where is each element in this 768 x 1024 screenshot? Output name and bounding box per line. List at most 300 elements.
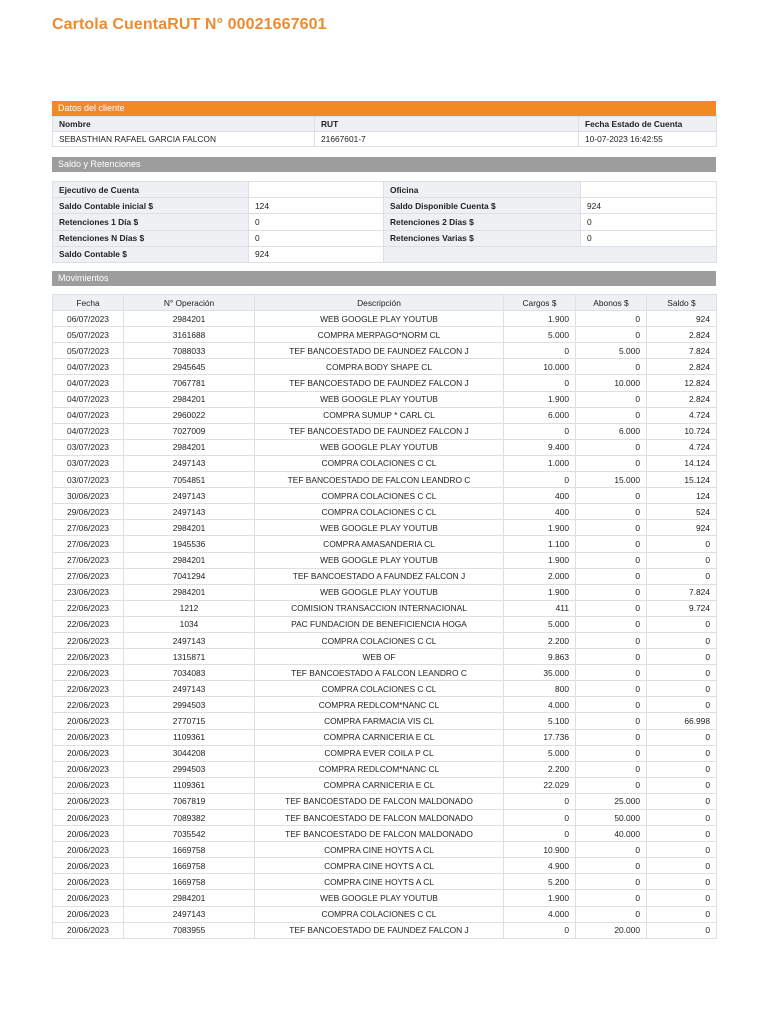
- cell-abonos: 0: [576, 761, 647, 777]
- table-row: [53, 858, 717, 874]
- header-nombre: Nombre: [53, 117, 315, 132]
- cell-descripcion: COMPRA AMASANDERIA CL: [255, 536, 504, 552]
- cell-fecha: 05/07/2023: [53, 327, 124, 343]
- cell-n-operacion: 1109361: [124, 729, 255, 745]
- oficina-value: [581, 182, 717, 198]
- cell-fecha: 20/06/2023: [53, 874, 124, 890]
- cell-n-operacion: 1315871: [124, 649, 255, 665]
- cell-abonos: 20.000: [576, 922, 647, 938]
- cell-saldo: 0: [647, 810, 717, 826]
- blank-cell: [384, 246, 717, 262]
- cell-descripcion: PAC FUNDACION DE BENEFICIENCIA HOGA: [255, 616, 504, 632]
- cell-cargos: 411: [504, 600, 576, 616]
- column-header-n-operacion: N° Operación: [124, 295, 255, 311]
- table-row: [53, 391, 717, 407]
- cell-n-operacion: 2984201: [124, 584, 255, 600]
- table-row: [53, 681, 717, 697]
- cell-saldo: 0: [647, 922, 717, 938]
- cell-saldo: 12.824: [647, 375, 717, 391]
- cell-descripcion: TEF BANCOESTADO DE FALCON MALDONADO: [255, 793, 504, 809]
- cell-fecha: 29/06/2023: [53, 504, 124, 520]
- cell-saldo: 0: [647, 552, 717, 568]
- retenciones-2-label: Retenciones 2 Días $: [384, 214, 581, 230]
- retenciones-1-value: 0: [249, 214, 384, 230]
- table-row: [53, 777, 717, 793]
- cell-saldo: 0: [647, 697, 717, 713]
- cell-cargos: 400: [504, 488, 576, 504]
- cell-cargos: 1.900: [504, 890, 576, 906]
- cell-abonos: 0: [576, 407, 647, 423]
- cell-fecha: 22/06/2023: [53, 616, 124, 632]
- cell-saldo: 0: [647, 536, 717, 552]
- cell-saldo: 0: [647, 649, 717, 665]
- cell-n-operacion: 7089382: [124, 810, 255, 826]
- cell-saldo: 0: [647, 681, 717, 697]
- cell-fecha: 20/06/2023: [53, 826, 124, 842]
- cell-fecha: 06/07/2023: [53, 311, 124, 327]
- cell-abonos: 0: [576, 649, 647, 665]
- cell-fecha: 03/07/2023: [53, 472, 124, 488]
- cell-fecha: 27/06/2023: [53, 520, 124, 536]
- oficina-label: Oficina: [384, 182, 581, 198]
- cell-cargos: 1.900: [504, 311, 576, 327]
- cell-cargos: 1.100: [504, 536, 576, 552]
- cell-saldo: 2.824: [647, 391, 717, 407]
- table-row: [53, 842, 717, 858]
- cell-n-operacion: 2497143: [124, 906, 255, 922]
- cell-descripcion: WEB GOOGLE PLAY YOUTUB: [255, 584, 504, 600]
- cell-descripcion: TEF BANCOESTADO DE FAUNDEZ FALCON J: [255, 423, 504, 439]
- table-row: [53, 810, 717, 826]
- cell-n-operacion: 2984201: [124, 439, 255, 455]
- cell-fecha: 20/06/2023: [53, 761, 124, 777]
- cell-fecha: 05/07/2023: [53, 343, 124, 359]
- table-row: [53, 826, 717, 842]
- table-row: [53, 359, 717, 375]
- cell-n-operacion: 1034: [124, 616, 255, 632]
- cell-fecha: 20/06/2023: [53, 729, 124, 745]
- cell-fecha: 04/07/2023: [53, 359, 124, 375]
- table-row: [53, 761, 717, 777]
- movimientos-header-row: [53, 295, 717, 311]
- cell-fecha: 20/06/2023: [53, 842, 124, 858]
- cell-saldo: 924: [647, 311, 717, 327]
- table-row: [53, 729, 717, 745]
- cell-fecha: 04/07/2023: [53, 407, 124, 423]
- cell-cargos: 2.200: [504, 761, 576, 777]
- cell-descripcion: WEB GOOGLE PLAY YOUTUB: [255, 439, 504, 455]
- cell-descripcion: COMPRA SUMUP * CARL CL: [255, 407, 504, 423]
- cell-cargos: 10.000: [504, 359, 576, 375]
- table-row: [53, 504, 717, 520]
- header-rut: RUT: [315, 117, 579, 132]
- cell-descripcion: COMPRA CARNICERIA E CL: [255, 777, 504, 793]
- saldo-disponible-label: Saldo Disponible Cuenta $: [384, 198, 581, 214]
- cell-cargos: 35.000: [504, 665, 576, 681]
- cell-n-operacion: 2984201: [124, 520, 255, 536]
- cell-abonos: 0: [576, 842, 647, 858]
- ejecutivo-label: Ejecutivo de Cuenta: [53, 182, 249, 198]
- saldo-inicial-label: Saldo Contable inicial $: [53, 198, 249, 214]
- cell-abonos: 10.000: [576, 375, 647, 391]
- cell-cargos: 0: [504, 343, 576, 359]
- cell-cargos: 5.000: [504, 327, 576, 343]
- cell-saldo: 4.724: [647, 439, 717, 455]
- cell-cargos: 4.000: [504, 906, 576, 922]
- cell-abonos: 40.000: [576, 826, 647, 842]
- cell-cargos: 9.400: [504, 439, 576, 455]
- cell-abonos: 0: [576, 391, 647, 407]
- cell-descripcion: COMPRA COLACIONES C CL: [255, 455, 504, 471]
- movimientos-table: [52, 294, 717, 939]
- cell-fecha: 03/07/2023: [53, 455, 124, 471]
- cell-abonos: 0: [576, 777, 647, 793]
- cell-cargos: 9.863: [504, 649, 576, 665]
- client-nombre: SEBASTHIAN RAFAEL GARCIA FALCON: [53, 132, 315, 147]
- cell-descripcion: WEB GOOGLE PLAY YOUTUB: [255, 552, 504, 568]
- cell-abonos: 0: [576, 439, 647, 455]
- cell-cargos: 1.900: [504, 552, 576, 568]
- table-row: [53, 488, 717, 504]
- cell-abonos: 0: [576, 616, 647, 632]
- retenciones-n-value: 0: [249, 230, 384, 246]
- cell-fecha: 20/06/2023: [53, 713, 124, 729]
- table-row: [53, 874, 717, 890]
- cell-descripcion: COMPRA COLACIONES C CL: [255, 906, 504, 922]
- column-header-cargos: Cargos $: [504, 295, 576, 311]
- cell-descripcion: COMPRA CARNICERIA E CL: [255, 729, 504, 745]
- cell-fecha: 20/06/2023: [53, 745, 124, 761]
- cell-fecha: 20/06/2023: [53, 777, 124, 793]
- cell-cargos: 4.900: [504, 858, 576, 874]
- cell-n-operacion: 2984201: [124, 552, 255, 568]
- table-row: [53, 520, 717, 536]
- cell-fecha: 27/06/2023: [53, 536, 124, 552]
- cell-saldo: 7.824: [647, 343, 717, 359]
- cell-n-operacion: 2945645: [124, 359, 255, 375]
- cell-abonos: 0: [576, 600, 647, 616]
- cell-n-operacion: 2984201: [124, 391, 255, 407]
- cell-n-operacion: 1669758: [124, 874, 255, 890]
- cell-abonos: 0: [576, 713, 647, 729]
- cell-descripcion: COMISION TRANSACCION INTERNACIONAL: [255, 600, 504, 616]
- cell-descripcion: COMPRA FARMACIA VIS CL: [255, 713, 504, 729]
- retenciones-varias-value: 0: [581, 230, 717, 246]
- cell-saldo: 4.724: [647, 407, 717, 423]
- cell-fecha: 20/06/2023: [53, 922, 124, 938]
- table-row: [53, 922, 717, 938]
- cell-n-operacion: 2994503: [124, 761, 255, 777]
- ejecutivo-value: [249, 182, 384, 198]
- cell-descripcion: COMPRA CINE HOYTS A CL: [255, 842, 504, 858]
- cell-saldo: 0: [647, 890, 717, 906]
- table-row: [53, 793, 717, 809]
- cell-abonos: 0: [576, 729, 647, 745]
- cell-abonos: 0: [576, 455, 647, 471]
- cell-n-operacion: 7034083: [124, 665, 255, 681]
- cell-descripcion: COMPRA MERPAGO*NORM CL: [255, 327, 504, 343]
- cell-descripcion: COMPRA COLACIONES C CL: [255, 681, 504, 697]
- cell-n-operacion: 1109361: [124, 777, 255, 793]
- cell-fecha: 20/06/2023: [53, 858, 124, 874]
- cell-fecha: 27/06/2023: [53, 568, 124, 584]
- cell-saldo: 0: [647, 906, 717, 922]
- cell-saldo: 0: [647, 665, 717, 681]
- cell-n-operacion: 2960022: [124, 407, 255, 423]
- saldo-contable-label: Saldo Contable $: [53, 246, 249, 262]
- cell-descripcion: WEB GOOGLE PLAY YOUTUB: [255, 890, 504, 906]
- cell-abonos: 0: [576, 874, 647, 890]
- cell-abonos: 15.000: [576, 472, 647, 488]
- cell-fecha: 30/06/2023: [53, 488, 124, 504]
- cell-n-operacion: 3161688: [124, 327, 255, 343]
- cell-abonos: 0: [576, 665, 647, 681]
- cell-cargos: 400: [504, 504, 576, 520]
- cell-descripcion: TEF BANCOESTADO A FAUNDEZ FALCON J: [255, 568, 504, 584]
- table-row: [53, 375, 717, 391]
- cell-saldo: 0: [647, 793, 717, 809]
- cell-saldo: 7.824: [647, 584, 717, 600]
- cell-fecha: 04/07/2023: [53, 375, 124, 391]
- cell-descripcion: COMPRA CINE HOYTS A CL: [255, 858, 504, 874]
- cell-saldo: 9.724: [647, 600, 717, 616]
- cell-abonos: 0: [576, 632, 647, 648]
- cell-cargos: 10.900: [504, 842, 576, 858]
- cell-abonos: 0: [576, 359, 647, 375]
- table-row: [53, 906, 717, 922]
- cell-cargos: 5.200: [504, 874, 576, 890]
- section-header-saldo: Saldo y Retenciones: [52, 157, 716, 172]
- client-fecha: 10-07-2023 16:42:55: [579, 132, 717, 147]
- cell-saldo: 0: [647, 777, 717, 793]
- table-row: [53, 311, 717, 327]
- table-row: [53, 616, 717, 632]
- cell-saldo: 0: [647, 842, 717, 858]
- cell-descripcion: TEF BANCOESTADO DE FALCON MALDONADO: [255, 826, 504, 842]
- cell-cargos: 0: [504, 793, 576, 809]
- retenciones-n-label: Retenciones N Días $: [53, 230, 249, 246]
- cell-cargos: 0: [504, 826, 576, 842]
- column-header-descripcion: Descripción: [255, 295, 504, 311]
- cell-fecha: 20/06/2023: [53, 906, 124, 922]
- cell-cargos: 0: [504, 375, 576, 391]
- cell-n-operacion: 7027009: [124, 423, 255, 439]
- cell-n-operacion: 2497143: [124, 488, 255, 504]
- cell-cargos: 1.000: [504, 455, 576, 471]
- cell-saldo: 2.824: [647, 359, 717, 375]
- saldo-inicial-value: 124: [249, 198, 384, 214]
- cell-fecha: 20/06/2023: [53, 890, 124, 906]
- cell-fecha: 04/07/2023: [53, 391, 124, 407]
- cell-cargos: 22.029: [504, 777, 576, 793]
- table-row: [53, 552, 717, 568]
- table-row: [53, 472, 717, 488]
- cell-n-operacion: 7041294: [124, 568, 255, 584]
- cell-abonos: 0: [576, 568, 647, 584]
- saldo-disponible-value: 924: [581, 198, 717, 214]
- cell-fecha: 04/07/2023: [53, 423, 124, 439]
- table-row: [53, 536, 717, 552]
- cell-n-operacion: 7067819: [124, 793, 255, 809]
- cell-cargos: 0: [504, 810, 576, 826]
- cell-saldo: 0: [647, 632, 717, 648]
- cell-descripcion: COMPRA BODY SHAPE CL: [255, 359, 504, 375]
- cell-cargos: 2.000: [504, 568, 576, 584]
- cell-abonos: 0: [576, 504, 647, 520]
- table-row: [53, 407, 717, 423]
- cell-n-operacion: 2497143: [124, 681, 255, 697]
- cell-cargos: 6.000: [504, 407, 576, 423]
- cell-abonos: 0: [576, 745, 647, 761]
- cell-cargos: 1.900: [504, 584, 576, 600]
- cell-n-operacion: 2984201: [124, 311, 255, 327]
- table-row: [53, 632, 717, 648]
- cell-cargos: 1.900: [504, 520, 576, 536]
- cell-n-operacion: 7067781: [124, 375, 255, 391]
- cell-abonos: 0: [576, 327, 647, 343]
- cell-descripcion: COMPRA CINE HOYTS A CL: [255, 874, 504, 890]
- cell-fecha: 23/06/2023: [53, 584, 124, 600]
- cell-descripcion: COMPRA EVER COILA P CL: [255, 745, 504, 761]
- cell-abonos: 0: [576, 697, 647, 713]
- cell-n-operacion: 3044208: [124, 745, 255, 761]
- cell-n-operacion: 1669758: [124, 858, 255, 874]
- client-table: [52, 116, 717, 147]
- section-header-client: Datos del cliente: [52, 101, 716, 116]
- cell-fecha: 03/07/2023: [53, 439, 124, 455]
- cell-saldo: 15.124: [647, 472, 717, 488]
- table-row: [53, 745, 717, 761]
- table-row: [53, 665, 717, 681]
- cell-fecha: 20/06/2023: [53, 810, 124, 826]
- cell-saldo: 2.824: [647, 327, 717, 343]
- cell-descripcion: COMPRA COLACIONES C CL: [255, 504, 504, 520]
- cell-abonos: 5.000: [576, 343, 647, 359]
- cell-descripcion: TEF BANCOESTADO DE FALCON MALDONADO: [255, 810, 504, 826]
- cell-n-operacion: 2984201: [124, 890, 255, 906]
- cell-fecha: 22/06/2023: [53, 665, 124, 681]
- table-row: [53, 697, 717, 713]
- cell-cargos: 0: [504, 423, 576, 439]
- cell-saldo: 0: [647, 745, 717, 761]
- cell-saldo: 66.998: [647, 713, 717, 729]
- cell-saldo: 524: [647, 504, 717, 520]
- table-row: [53, 343, 717, 359]
- table-row: [53, 455, 717, 471]
- cell-descripcion: COMPRA REDLCOM*NANC CL: [255, 761, 504, 777]
- cell-abonos: 0: [576, 584, 647, 600]
- cell-abonos: 25.000: [576, 793, 647, 809]
- cell-n-operacion: 7035542: [124, 826, 255, 842]
- cell-n-operacion: 7054851: [124, 472, 255, 488]
- cell-descripcion: COMPRA COLACIONES C CL: [255, 488, 504, 504]
- column-header-abonos: Abonos $: [576, 295, 647, 311]
- cell-descripcion: TEF BANCOESTADO A FALCON LEANDRO C: [255, 665, 504, 681]
- cell-saldo: 0: [647, 874, 717, 890]
- cell-descripcion: TEF BANCOESTADO DE FALCON LEANDRO C: [255, 472, 504, 488]
- cell-descripcion: TEF BANCOESTADO DE FAUNDEZ FALCON J: [255, 922, 504, 938]
- cell-abonos: 6.000: [576, 423, 647, 439]
- cell-descripcion: WEB OF: [255, 649, 504, 665]
- table-row: [53, 584, 717, 600]
- page-title: Cartola CuentaRUT N° 00021667601: [52, 16, 327, 33]
- column-header-saldo: Saldo $: [647, 295, 717, 311]
- cell-saldo: 0: [647, 616, 717, 632]
- cell-abonos: 0: [576, 552, 647, 568]
- cell-abonos: 0: [576, 858, 647, 874]
- table-row: [53, 568, 717, 584]
- cell-n-operacion: 2497143: [124, 455, 255, 471]
- cell-n-operacion: 7083955: [124, 922, 255, 938]
- cell-fecha: 22/06/2023: [53, 600, 124, 616]
- table-row: [53, 439, 717, 455]
- cell-saldo: 0: [647, 858, 717, 874]
- cell-n-operacion: 1945536: [124, 536, 255, 552]
- table-row: [53, 327, 717, 343]
- cell-fecha: 22/06/2023: [53, 697, 124, 713]
- cell-fecha: 27/06/2023: [53, 552, 124, 568]
- cell-saldo: 0: [647, 826, 717, 842]
- cell-n-operacion: 1212: [124, 600, 255, 616]
- cell-n-operacion: 2497143: [124, 504, 255, 520]
- cell-n-operacion: 7088033: [124, 343, 255, 359]
- section-header-movimientos: Movimientos: [52, 271, 716, 286]
- cell-saldo: 0: [647, 761, 717, 777]
- cell-abonos: 0: [576, 520, 647, 536]
- cell-abonos: 0: [576, 488, 647, 504]
- cell-abonos: 0: [576, 681, 647, 697]
- cell-fecha: 20/06/2023: [53, 793, 124, 809]
- cell-descripcion: WEB GOOGLE PLAY YOUTUB: [255, 391, 504, 407]
- cell-descripcion: WEB GOOGLE PLAY YOUTUB: [255, 520, 504, 536]
- table-row: [53, 649, 717, 665]
- cell-n-operacion: 1669758: [124, 842, 255, 858]
- retenciones-1-label: Retenciones 1 Día $: [53, 214, 249, 230]
- cell-saldo: 0: [647, 729, 717, 745]
- cell-cargos: 5.000: [504, 616, 576, 632]
- cell-saldo: 124: [647, 488, 717, 504]
- cell-descripcion: COMPRA REDLCOM*NANC CL: [255, 697, 504, 713]
- cell-n-operacion: 2770715: [124, 713, 255, 729]
- cell-cargos: 0: [504, 922, 576, 938]
- cell-cargos: 5.000: [504, 745, 576, 761]
- cell-cargos: 5.100: [504, 713, 576, 729]
- cell-abonos: 50.000: [576, 810, 647, 826]
- movimientos-body: [53, 311, 717, 939]
- cell-descripcion: COMPRA COLACIONES C CL: [255, 632, 504, 648]
- table-row: [53, 600, 717, 616]
- cell-saldo: 0: [647, 568, 717, 584]
- cell-abonos: 0: [576, 536, 647, 552]
- cell-abonos: 0: [576, 906, 647, 922]
- cell-n-operacion: 2994503: [124, 697, 255, 713]
- table-row: [53, 423, 717, 439]
- cell-cargos: 2.200: [504, 632, 576, 648]
- header-fecha-estado: Fecha Estado de Cuenta: [579, 117, 717, 132]
- table-row: [53, 890, 717, 906]
- cell-fecha: 22/06/2023: [53, 632, 124, 648]
- cell-n-operacion: 2497143: [124, 632, 255, 648]
- table-row: [53, 713, 717, 729]
- saldo-table: [52, 181, 717, 263]
- cell-saldo: 924: [647, 520, 717, 536]
- cell-fecha: 22/06/2023: [53, 649, 124, 665]
- retenciones-2-value: 0: [581, 214, 717, 230]
- cell-fecha: 22/06/2023: [53, 681, 124, 697]
- cell-abonos: 0: [576, 311, 647, 327]
- cell-abonos: 0: [576, 890, 647, 906]
- cell-descripcion: TEF BANCOESTADO DE FAUNDEZ FALCON J: [255, 375, 504, 391]
